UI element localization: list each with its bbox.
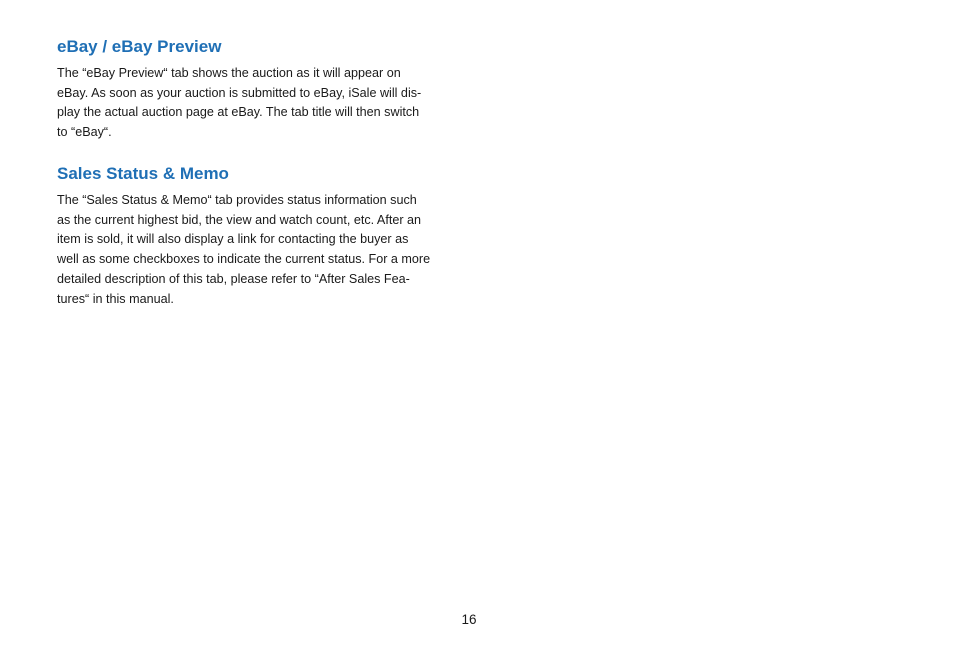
body-line: eBay. As soon as your auction is submitted to eBay, iSale will dis- <box>57 85 422 100</box>
body-line: detailed description of this tab, please refer to “After Sales Fea- <box>57 271 410 286</box>
body-line: item is sold, it will also display a link for contacting the buyer as <box>57 232 409 247</box>
section-sales-status-memo <box>57 164 467 309</box>
section-heading: eBay / eBay Preview <box>57 37 222 56</box>
section-body <box>57 64 467 143</box>
body-line: to “eBay“. <box>57 125 112 140</box>
body-line: The “Sales Status & Memo“ tab provides status information such <box>57 193 417 207</box>
body-line: play the actual auction page at eBay. The tab title will then switch <box>57 105 420 120</box>
body-line: as the current highest bid, the view and watch count, etc. After an <box>57 212 422 227</box>
page-number: 16 <box>461 612 477 627</box>
body-line: The “eBay Preview“ tab shows the auction as it will appear on <box>57 66 401 80</box>
section-body <box>57 191 467 309</box>
section-heading: Sales Status & Memo <box>57 164 229 183</box>
body-line: tures“ in this manual. <box>57 291 174 306</box>
body-line: well as some checkboxes to indicate the current status. For a more <box>57 252 431 267</box>
section-ebay-preview <box>57 37 467 143</box>
